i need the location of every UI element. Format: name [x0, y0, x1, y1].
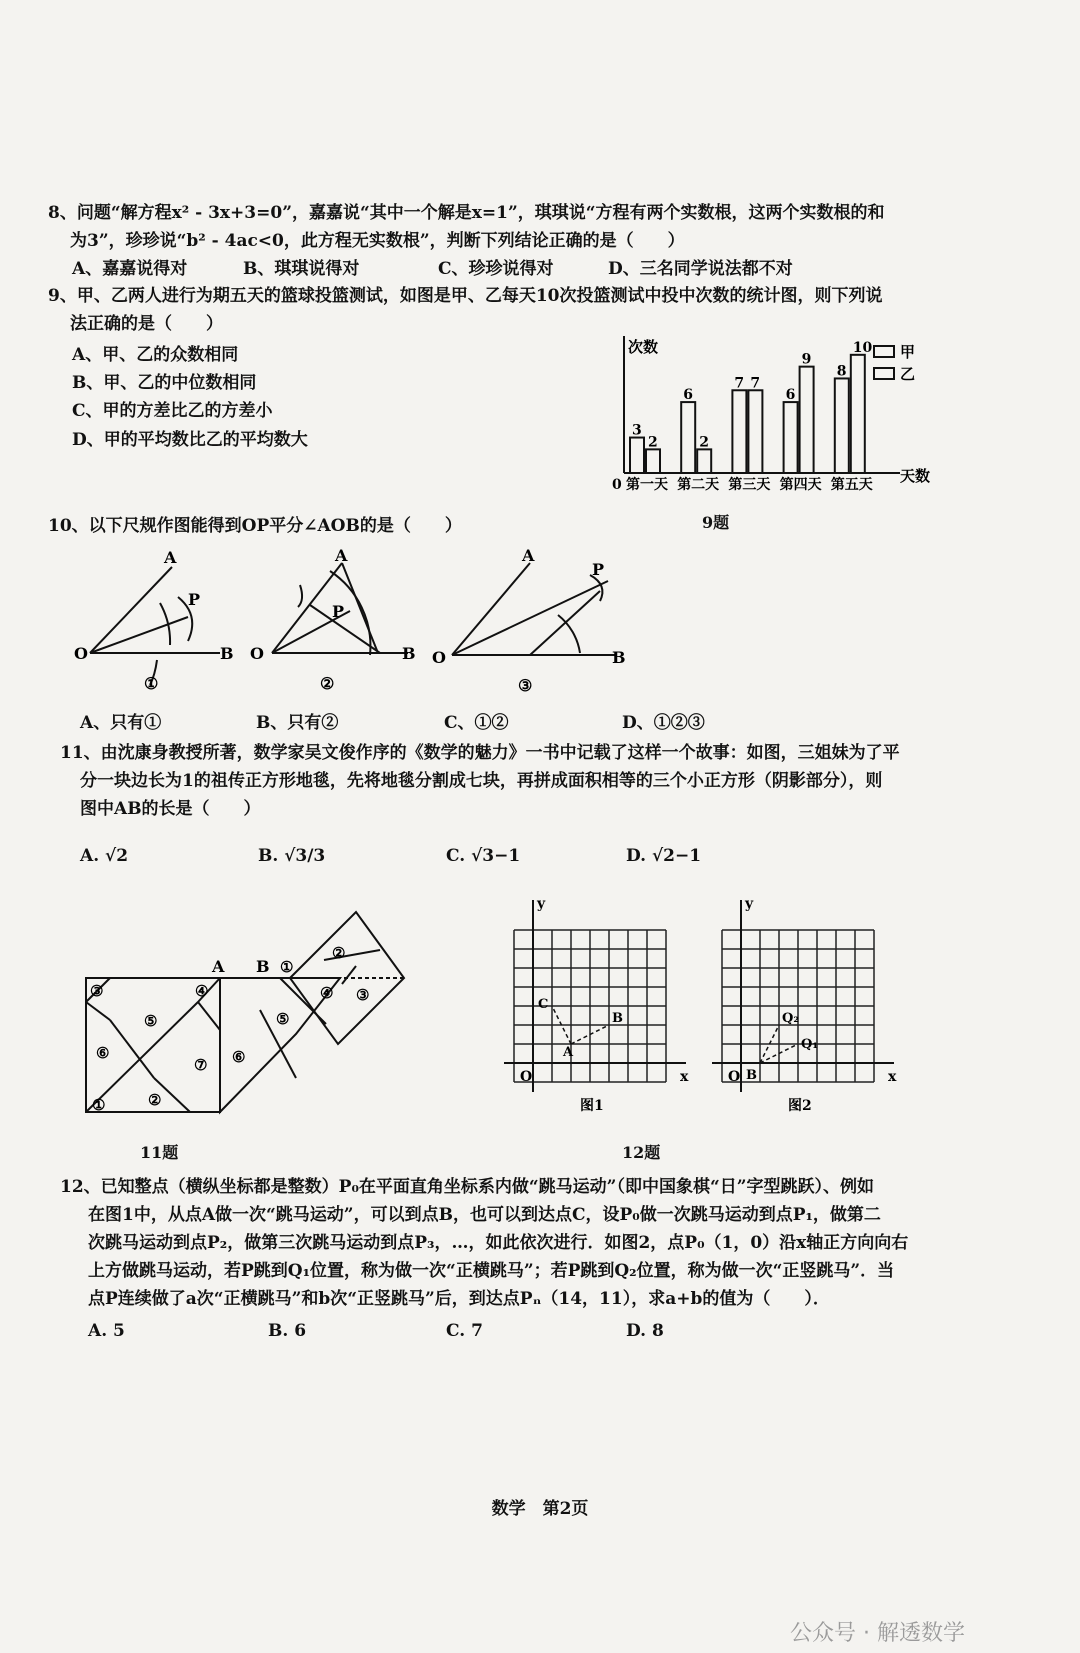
q9-bar-chart: [600, 328, 940, 498]
q10-fig-num-2: ②: [320, 674, 335, 693]
q10-option-d: D、①②③: [622, 713, 705, 733]
q11-piece-7: ⑦: [194, 1056, 208, 1074]
q8-option-c: C、珍珍说得对: [438, 259, 554, 279]
q9-line2: 法正确的是（ ）: [70, 314, 223, 334]
chart-legend-label: 乙: [900, 365, 916, 383]
q8-option-d: D、三名同学说法都不对: [608, 259, 793, 279]
chart-bar-乙: [646, 449, 660, 473]
chart-value-label: 8: [836, 363, 847, 380]
q12-line3: 次跳马运动到点P₂，做第三次跳马运动到点P₃，…，如此依次进行．如图2，点P₀（1，0）沿x轴正方向向右: [88, 1233, 909, 1253]
q8-option-b: B、琪琪说得对: [243, 259, 360, 279]
q8-line2: 为3”，珍珍说“b² - 4ac<0，此方程无实数根”，判断下列结论正确的是（ ）: [70, 231, 685, 251]
q12-option-b: B. 6: [268, 1321, 307, 1341]
q11-piece-2b: ②: [332, 944, 346, 962]
chart-value-label: 7: [750, 375, 761, 392]
q11-carpet-figure: [80, 910, 420, 1130]
q10-f2-label-p: P: [332, 602, 345, 621]
q8-line1: 8、问题“解方程x² - 3x+3=0”，嘉嘉说“其中一个解是x=1”，琪琪说“方程有两个实数根，这两个实数根的和: [48, 203, 885, 223]
chart-category-label: 第一天: [626, 477, 668, 493]
q12-line4: 上方做跳马运动，若P跳到Q₁位置，称为做一次“正横跳马”；若P跳到Q₂位置，称为做一次“正竖跳马”．当: [88, 1261, 895, 1281]
chart-bar-乙: [748, 390, 762, 473]
q11-option-c: C. √3−1: [446, 846, 521, 866]
q12-option-d: D. 8: [626, 1321, 664, 1341]
origin-label: O: [728, 1069, 741, 1085]
y-axis-label: y: [537, 896, 546, 912]
q10-f1-label-o: O: [74, 644, 88, 663]
chart-category-label: 第四天: [779, 477, 822, 493]
q11-label-a: A: [212, 957, 225, 976]
q9-option-a: A、甲、乙的众数相同: [72, 345, 239, 365]
q10-fig-num-1: ①: [144, 674, 159, 693]
grid-title: 图1: [580, 1098, 604, 1114]
q11-piece-5: ⑤: [144, 1012, 158, 1030]
chart-bar-甲: [681, 402, 695, 473]
chart-bar-甲: [835, 378, 849, 473]
chart-category-label: 第二天: [677, 477, 720, 493]
q11-caption: 11题: [140, 1143, 179, 1162]
q10-fig-num-3: ③: [518, 676, 533, 695]
chart-legend-swatch: [874, 346, 894, 357]
chart-bar-乙: [697, 449, 711, 473]
chart-value-label: 2: [648, 434, 658, 451]
chart-value-label: 7: [734, 375, 745, 392]
q10-f2-label-o: O: [250, 644, 264, 663]
q10-f2-label-a: A: [335, 546, 348, 565]
point-c: C: [538, 997, 549, 1012]
q9-caption: 9题: [702, 513, 730, 532]
q11-piece-1: ①: [92, 1096, 106, 1114]
point-b: B: [612, 1011, 623, 1026]
q10-option-b: B、只有②: [256, 713, 339, 733]
chart-bar-乙: [851, 355, 865, 473]
q12-option-c: C. 7: [446, 1321, 483, 1341]
q11-piece-6b: ⑥: [232, 1048, 246, 1066]
q11-option-a: A. √2: [80, 846, 129, 866]
q11-option-b: B. √3/3: [258, 846, 326, 866]
chart-value-label: 10: [852, 339, 873, 356]
origin-label: O: [520, 1069, 533, 1085]
chart-origin: 0: [612, 477, 622, 493]
q11-piece-5b: ⑤: [276, 1010, 290, 1028]
chart-value-label: 3: [632, 422, 642, 439]
point-a: A: [563, 1045, 574, 1060]
q9-line1: 9、甲、乙两人进行为期五天的篮球投篮测试，如图是甲、乙每天10次投篮测试中投中次数的统计图，则下列说: [48, 286, 883, 306]
point-q1: Q₁: [801, 1037, 819, 1052]
q11-piece-3b: ③: [356, 986, 370, 1004]
chart-ylabel: 次数: [628, 338, 659, 356]
point-q2: Q₂: [782, 1011, 800, 1026]
q11-option-d: D. √2−1: [626, 846, 702, 866]
q11-piece-2: ②: [148, 1091, 162, 1109]
q12-line1: 12、已知整点（横纵坐标都是整数）P₀在平面直角坐标系内做“跳马运动”（即中国象棋“日”字型跳跃）、例如: [60, 1177, 874, 1197]
chart-bar-甲: [732, 390, 746, 473]
y-axis-label: y: [745, 896, 754, 912]
q10-figure-1: [90, 567, 220, 685]
q11-piece-1b: ①: [280, 958, 294, 976]
q12-option-a: A. 5: [88, 1321, 125, 1341]
q11-piece-3: ③: [90, 982, 104, 1000]
q10-f1-label-a: A: [164, 548, 177, 567]
q12-grid-figures: [490, 890, 930, 1130]
q9-option-d: D、甲的平均数比乙的平均数大: [72, 430, 308, 450]
chart-category-label: 第五天: [830, 477, 873, 493]
chart-value-label: 9: [801, 351, 812, 368]
chart-xlabel: 天数: [900, 467, 931, 485]
q10-figures: [60, 545, 680, 695]
q11-label-b: B: [256, 957, 270, 976]
watermark: 公众号 · 解透数学: [790, 1621, 965, 1646]
q10-f3-label-b: B: [612, 648, 626, 667]
chart-category-label: 第三天: [728, 477, 771, 493]
chart-legend-swatch: [874, 368, 894, 379]
q10-option-a: A、只有①: [80, 713, 162, 733]
chart-value-label: 2: [699, 434, 709, 451]
q11-line3: 图中AB的长是（ ）: [80, 799, 261, 819]
q10-stem: 10、以下尺规作图能得到OP平分∠AOB的是（ ）: [48, 516, 462, 536]
q11-piece-4b: ④: [320, 984, 334, 1002]
chart-bar-乙: [800, 367, 814, 473]
point-b2: B: [746, 1068, 757, 1083]
q11-line1: 11、由沈康身教授所著，数学家吴文俊作序的《数学的魅力》一书中记载了这样一个故事：如图，三姐妹为了平: [60, 743, 900, 763]
q9-option-b: B、甲、乙的中位数相同: [72, 373, 257, 393]
q10-f2-label-b: B: [402, 644, 416, 663]
q11-piece-6: ⑥: [96, 1044, 110, 1062]
q10-f3-label-o: O: [432, 648, 446, 667]
q10-f3-label-p: P: [592, 560, 605, 579]
q10-f1-label-b: B: [220, 644, 234, 663]
q10-f1-label-p: P: [188, 590, 201, 609]
q11-line2: 分一块边长为1的祖传正方形地毯，先将地毯分割成七块，再拼成面积相等的三个小正方形（阴影部分），则: [80, 771, 883, 791]
x-axis-label: x: [888, 1069, 897, 1085]
q10-option-c: C、①②: [444, 713, 509, 733]
chart-bar-甲: [630, 438, 644, 473]
q12-caption: 12题: [622, 1143, 661, 1162]
chart-value-label: 6: [683, 387, 693, 404]
page-footer: 数学 第2页: [491, 1499, 589, 1519]
chart-bar-甲: [784, 402, 798, 473]
chart-value-label: 6: [785, 387, 796, 404]
chart-legend-label: 甲: [900, 343, 916, 361]
q8-option-a: A、嘉嘉说得对: [72, 259, 188, 279]
q12-line2: 在图1中，从点A做一次“跳马运动”，可以到点B，也可以到达点C，设P₀做一次跳马运动到点P₁，做第二: [88, 1205, 881, 1225]
grid-title: 图2: [788, 1098, 812, 1114]
q9-option-c: C、甲的方差比乙的方差小: [72, 401, 273, 421]
q11-piece-4: ④: [195, 982, 209, 1000]
q12-line5: 点P连续做了a次“正横跳马”和b次“正竖跳马”后，到达点Pₙ（14，11），求a+b的值为（ ）．: [88, 1289, 830, 1309]
q10-f3-label-a: A: [522, 546, 535, 565]
x-axis-label: x: [680, 1069, 689, 1085]
